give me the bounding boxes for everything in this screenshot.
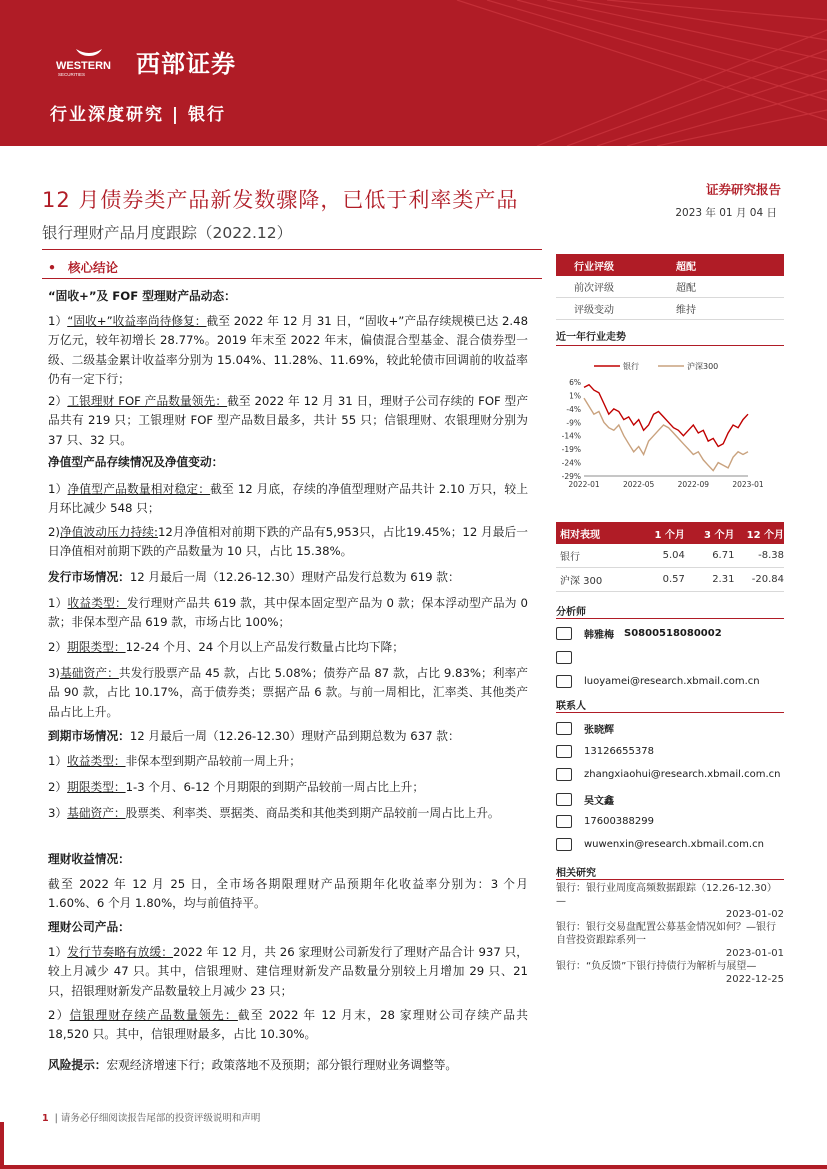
rating-row: 前次评级 超配 <box>556 276 784 298</box>
paragraph-issue-2: 2）期限类型：12-24 个月、24 个月以上产品发行数量占比均下降； <box>48 640 404 654</box>
person-icon <box>556 722 572 735</box>
x-tick-label: 2022-05 <box>622 480 655 489</box>
section-heading-yield: 理财收益情况： <box>48 852 130 866</box>
svg-text:SECURITIES: SECURITIES <box>58 71 86 77</box>
paragraph-issue-1: 1）收益类型：发行理财产品共 619 款，其中保本固定型产品为 0 款；保本浮动型产品为 0 款；非保本型产品 619 款，市场占比 100%； <box>48 596 528 630</box>
section-maturity-market: 到期市场情况：12 月最后一周（12.26-12.30）理财产品到期总数为 637 款： <box>48 729 460 743</box>
report-category: 行业深度研究 | 银行 <box>50 105 227 125</box>
paragraph-fof-2: 2）工银理财 FOF 产品数量领先：截至 2022 年 12 月 31 日，理财子公司存续的 FOF 型产品共有 219 只；工银理财 FOF 型产品数目最多，共计 55 只；信银理财、农银理财分别为 37 只、32 只。 <box>48 394 529 447</box>
x-tick-label: 2023-01 <box>732 480 764 489</box>
series-line-hs300 <box>584 398 748 471</box>
paragraph-company-2: 2）信银理财存续产品数量领先：截至 2022 年 12 月末，28 家理财公司存续产品共 18,520 只。其中，信银理财最多，占比 10.30%。 <box>48 1008 528 1042</box>
rating-head: 行业评级 超配 <box>556 254 784 276</box>
western-logo-icon <box>54 47 124 77</box>
contacts-title: 联系人 <box>556 701 586 712</box>
y-tick-label: 1% <box>569 391 581 401</box>
paragraph-fof-1: 1）“固收+”收益率尚待修复：截至 2022 年 12 月 31 日，“固收+”产品存续规模已达 2.48 万亿元，较年初增长 28.77%。2019 年末至 2022 年末，偏债混合型基金、混合债券型一级、二级基金累计收益率分别为 15.04%、11.28%、11.69%，较此轮债市回调前的收益率仍有一定下行； <box>48 314 529 386</box>
related-item[interactable]: 银行：银行交易盘配置公募基金情况如何？—银行自营投资跟踪系列一 2023-01-01 <box>556 922 784 959</box>
section-issue-market: 发行市场情况：12 月最后一周（12.26-12.30）理财产品发行总数为 619 款： <box>48 570 460 584</box>
y-tick-label: -29% <box>561 472 581 481</box>
analyst-name-row: 韩雅梅 S0800518080002 <box>556 626 722 641</box>
contact-email-row: wuwenxin@research.xbmail.com.cn <box>556 838 764 851</box>
related-list <box>556 882 784 986</box>
related-item[interactable]: 银行：银行业周度高频数据跟踪（12.26-12.30）— 2023-01-02 <box>556 883 784 920</box>
banner-stripes <box>307 0 827 146</box>
footer-accent-vertical <box>0 1122 4 1169</box>
core-heading: • 核心结论 <box>48 260 119 275</box>
risk-warning: 风险提示：宏观经济增速下行；政策落地不及预期；部分银行理财业务调整等。 <box>48 1058 458 1072</box>
legend-label-bank: 银行 <box>623 362 639 371</box>
section-heading-fof: “固收+”及 FOF 型理财产品动态： <box>48 289 236 303</box>
performance-row: 沪深 300 0.57 2.31 -20.84 <box>556 568 784 592</box>
person-icon <box>556 793 572 806</box>
analyst-email-row: luoyamei@research.xbmail.com.cn <box>556 675 760 688</box>
contacts-divider <box>556 712 784 713</box>
report-type: 证券研究报告 <box>705 182 781 197</box>
paragraph-maturity-1: 1）收益类型：非保本型到期产品较前一周上升； <box>48 754 301 768</box>
y-tick-label: -9% <box>566 418 581 428</box>
header-banner <box>0 0 827 146</box>
x-tick-label: 2022-01 <box>568 480 600 489</box>
page-number: 1 <box>42 1113 49 1124</box>
contact-name-row: 吴文鑫 <box>556 792 614 807</box>
paragraph-nav-2: 2)净值波动压力持续:12月净值相对前期下跌的产品有5,953只，占比19.45%；12 月最后一日净值相对前期下跌的产品数量为 10 只，占比 15.38%。 <box>48 525 528 559</box>
phone-icon <box>556 815 572 828</box>
core-divider <box>42 278 542 279</box>
email-icon <box>556 838 572 851</box>
paragraph-maturity-2: 2）期限类型：1-3 个月、6-12 个月期限的到期产品较前一周占比上升； <box>48 780 425 794</box>
paragraph-company-1: 1）发行节奏略有放缓：2022 年 12 月，共 26 家理财公司新发行了理财产品合计 937 只，较上月减少 47 只。其中，信银理财、建信理财新发产品数量分别较上月增加 29 只、21 只，招银理财新发产品数量较上月减少 23 只； <box>48 945 528 998</box>
contact-email-row: zhangxiaohui@research.xbmail.com.cn <box>556 768 780 781</box>
analyst-divider <box>556 618 784 619</box>
trend-title: 近一年行业走势 <box>556 332 626 343</box>
footer-accent-horizontal <box>0 1165 827 1169</box>
related-item[interactable]: 银行：“负反馈”下银行持债行为解析与展望— 2022-12-25 <box>556 961 784 985</box>
email-icon <box>556 675 572 688</box>
series-line-bank <box>584 385 748 447</box>
y-tick-label: -24% <box>561 458 581 468</box>
paragraph-nav-1: 1）净值型产品数量相对稳定：截至 12 月底，存续的净值型理财产品共计 2.10 万只，较上月环比减少 548 只； <box>48 482 529 516</box>
phone-icon <box>556 745 572 758</box>
email-icon <box>556 768 572 781</box>
performance-head: 相对表现 1 个月 3 个月 12 个月 <box>556 522 784 544</box>
trend-divider <box>556 345 784 346</box>
trend-chart <box>556 352 766 497</box>
x-tick-label: 2022-09 <box>677 480 710 489</box>
rating-row: 评级变动 维持 <box>556 298 784 320</box>
report-title: 12 月债券类产品新发数骤降，已低于利率类产品 <box>42 188 519 212</box>
contact-phone-row: 13126655378 <box>556 745 654 758</box>
contact-name-row: 张晓辉 <box>556 721 614 736</box>
title-divider <box>42 249 542 250</box>
y-tick-label: 6% <box>569 378 581 387</box>
brand-name: 西部证券 <box>136 50 236 78</box>
rating-table <box>556 254 784 320</box>
section-heading-company: 理财公司产品： <box>48 920 130 934</box>
legend-label-hs300: 沪深300 <box>687 362 719 371</box>
paragraph-yield: 截至 2022 年 12 月 25 日，全市场各期限理财产品预期年化收益率分别为：3 个月 1.60%、6 个月 1.80%，均与前值持平。 <box>48 877 528 911</box>
footer <box>42 1110 260 1124</box>
performance-row: 银行 5.04 6.71 -8.38 <box>556 544 784 568</box>
y-tick-label: -4% <box>566 404 581 414</box>
trend-chart-svg <box>556 352 766 497</box>
person-icon <box>556 627 572 640</box>
footer-disclaimer: | 请务必仔细阅读报告尾部的投资评级说明和声明 <box>54 1113 261 1124</box>
analyst-title: 分析师 <box>556 607 586 618</box>
phone-icon <box>556 651 572 664</box>
analyst-phone-row <box>556 651 584 664</box>
contact-phone-row: 17600388299 <box>556 815 654 828</box>
related-title: 相关研究 <box>556 868 596 879</box>
y-tick-label: -19% <box>561 445 581 455</box>
related-divider <box>556 879 784 880</box>
report-date: 2023 年 01 月 04 日 <box>675 207 777 219</box>
report-subtitle: 银行理财产品月度跟踪（2022.12） <box>42 224 293 242</box>
y-tick-label: -14% <box>561 431 581 441</box>
svg-text:WESTERN: WESTERN <box>56 59 111 72</box>
logo <box>54 44 236 79</box>
section-heading-nav: 净值型产品存续情况及净值变动： <box>48 455 224 469</box>
paragraph-issue-3: 3)基础资产：共发行股票产品 45 款，占比 5.08%；债券产品 87 款，占比 9.83%；利率产品 90 款，占比 10.17%，高于债券类；票据产品 6 款。与前一周相比，汇率类、其他类产品占比上升。 <box>48 666 528 719</box>
paragraph-maturity-3: 3）基础资产：股票类、利率类、票据类、商品类和其他类到期产品较前一周占比上升。 <box>48 806 500 820</box>
performance-table <box>556 522 784 592</box>
